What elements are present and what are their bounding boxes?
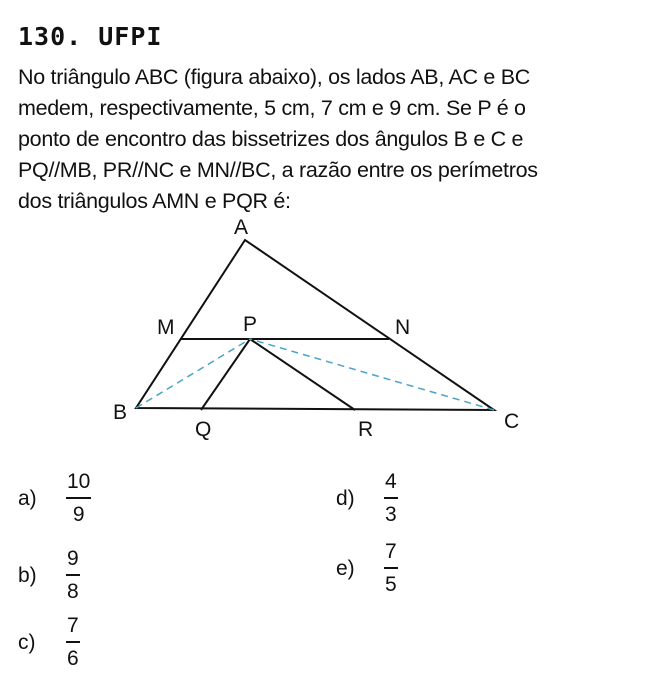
option-e[interactable] xyxy=(336,540,398,597)
fraction-numerator: 9 xyxy=(67,547,79,570)
label-m: M xyxy=(157,316,175,339)
statement-line: dos triângulos AMN e PQR é: xyxy=(18,189,291,213)
statement-line: PQ//MB, PR//NC e MN//BC, a razão entre os perímetros xyxy=(18,158,538,182)
statement-line: ponto de encontro das bissetrizes dos ângulos B e C e xyxy=(18,127,524,151)
option-letter: d) xyxy=(336,486,355,510)
fraction-bar xyxy=(384,497,398,499)
fraction-denominator: 3 xyxy=(385,503,397,526)
fraction-bar xyxy=(66,497,91,499)
option-a[interactable] xyxy=(18,470,91,527)
fraction-bar xyxy=(384,567,398,569)
fraction-denominator: 8 xyxy=(67,580,79,603)
fraction-bar xyxy=(66,641,80,643)
option-c[interactable] xyxy=(18,614,80,671)
label-q: Q xyxy=(195,418,212,441)
label-c: C xyxy=(504,410,520,433)
fraction-numerator: 10 xyxy=(67,470,91,493)
label-r: R xyxy=(358,418,374,441)
option-letter: e) xyxy=(336,556,355,580)
label-n: N xyxy=(395,316,411,339)
option-fraction xyxy=(384,470,398,527)
fraction-denominator: 9 xyxy=(72,503,85,526)
fraction-denominator: 5 xyxy=(385,573,397,596)
statement-line: No triângulo ABC (figura abaixo), os lados AB, AC e BC xyxy=(18,65,531,89)
question-title: 130. UFPI xyxy=(18,22,163,51)
fraction-numerator: 7 xyxy=(385,540,397,563)
option-fraction xyxy=(384,540,398,597)
label-a: A xyxy=(234,216,249,239)
option-letter: b) xyxy=(18,563,37,587)
option-letter: c) xyxy=(18,630,36,654)
bisector-bp xyxy=(136,339,250,408)
option-fraction xyxy=(66,614,80,671)
option-fraction xyxy=(66,547,80,604)
bisector-cp xyxy=(250,339,494,410)
triangle-abc xyxy=(136,240,494,410)
fraction-denominator: 6 xyxy=(67,647,79,670)
fraction-numerator: 4 xyxy=(385,470,397,493)
fraction-bar xyxy=(66,574,80,576)
label-p: P xyxy=(243,313,258,336)
option-fraction xyxy=(66,470,91,527)
fraction-numerator: 7 xyxy=(67,614,79,637)
option-d[interactable] xyxy=(336,470,398,527)
segment-pr xyxy=(250,339,355,410)
segment-pq xyxy=(201,339,250,410)
option-letter: a) xyxy=(18,486,37,510)
label-b: B xyxy=(113,401,128,424)
statement-line: medem, respectivamente, 5 cm, 7 cm e 9 cm. Se P é o xyxy=(18,96,526,120)
option-b[interactable] xyxy=(18,547,80,604)
